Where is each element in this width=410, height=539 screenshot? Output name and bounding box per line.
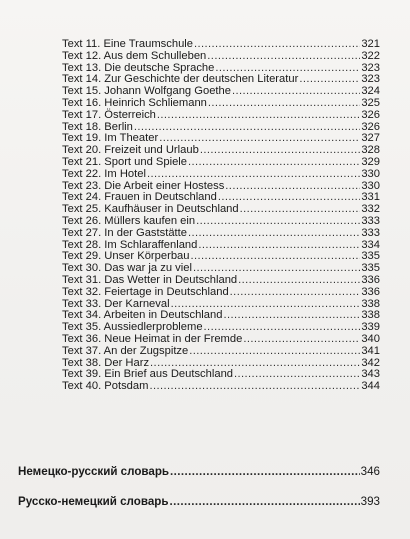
toc-entry-title: Text 22. Im Hotel xyxy=(62,167,146,180)
dot-leader xyxy=(188,157,360,169)
toc-entry-page: 330 xyxy=(361,167,380,180)
dot-leader xyxy=(194,39,360,51)
toc-entry-title: Text 11. Eine Traumschule xyxy=(62,38,193,50)
toc-entry-page: 321 xyxy=(361,38,380,50)
toc-entry-title: Text 30. Das war ja zu viel xyxy=(62,262,192,275)
toc-entry-page: 328 xyxy=(361,144,380,157)
dictionary-entry-russian-german xyxy=(18,495,380,508)
toc-entry xyxy=(62,98,380,110)
dot-leader xyxy=(208,98,360,110)
dot-leader xyxy=(190,251,360,263)
toc-entry-title: Text 20. Freizeit und Urlaub xyxy=(62,144,199,157)
toc-entry-page: 327 xyxy=(361,132,380,145)
toc-entry-title: Text 37. An der Zugspitze xyxy=(62,344,189,357)
dot-leader xyxy=(232,86,360,98)
dot-leader xyxy=(196,216,360,228)
toc-entry xyxy=(62,334,380,346)
toc-entry-title: Text 31. Das Wetter in Deutschland xyxy=(62,273,238,286)
table-of-contents xyxy=(62,39,380,393)
toc-entry xyxy=(62,381,380,393)
dot-leader xyxy=(207,51,360,63)
dot-leader xyxy=(243,334,360,346)
toc-entry-page: 341 xyxy=(361,344,380,357)
toc-entry xyxy=(62,216,380,228)
dot-leader xyxy=(299,74,360,86)
toc-entry-page: 335 xyxy=(361,262,380,275)
toc-entry-page: 323 xyxy=(361,73,380,86)
toc-entry-page: 326 xyxy=(361,120,380,133)
toc-entry-title: Text 32. Feiertage in Deutschland xyxy=(62,285,229,298)
toc-entry xyxy=(62,346,380,358)
toc-entry-page: 335 xyxy=(361,250,380,263)
dot-leader xyxy=(230,287,361,299)
toc-entry xyxy=(62,228,380,240)
toc-entry-page: 324 xyxy=(361,85,380,98)
dot-leader xyxy=(134,122,360,134)
dot-leader xyxy=(225,181,360,193)
toc-entry-title: Text 29. Unser Körperbau xyxy=(62,250,190,263)
dot-leader xyxy=(223,310,360,322)
toc-entry xyxy=(62,51,380,63)
toc-entry-page: 333 xyxy=(361,226,380,239)
toc-entry xyxy=(62,287,380,299)
toc-entry xyxy=(62,169,380,181)
toc-entry-page: 342 xyxy=(361,356,380,369)
toc-entry-title: Text 14. Zur Geschichte der deutschen Literatur xyxy=(62,73,299,86)
dictionary-title: Немецко-русский словарь xyxy=(18,465,170,478)
toc-entry-page: 338 xyxy=(361,297,380,310)
toc-entry-page: 336 xyxy=(361,273,380,286)
dictionary-page: 346 xyxy=(360,465,380,478)
dot-leader xyxy=(218,192,360,204)
dot-leader xyxy=(189,346,360,358)
dot-leader xyxy=(198,240,360,252)
toc-entry-title: Text 21. Sport und Spiele xyxy=(62,155,188,168)
toc-entry-page: 322 xyxy=(361,49,380,62)
toc-entry-page: 333 xyxy=(361,214,380,227)
toc-entry-title: Text 19. Im Theater xyxy=(62,132,159,145)
dictionary-page: 393 xyxy=(360,495,380,508)
toc-entry-page: 331 xyxy=(361,191,380,204)
toc-entry-title: Text 24. Frauen in Deutschland xyxy=(62,191,217,204)
toc-entry-title: Text 12. Aus dem Schulleben xyxy=(62,49,207,62)
toc-entry-page: 344 xyxy=(361,380,380,393)
dot-leader xyxy=(169,495,359,507)
toc-entry-title: Text 23. Die Arbeit einer Hostess xyxy=(62,179,225,192)
dot-leader xyxy=(234,369,360,381)
toc-entry-page: 325 xyxy=(361,96,380,109)
toc-entry-title: Text 39. Ein Brief aus Deutschland xyxy=(62,368,234,381)
toc-entry-title: Text 13. Die deutsche Sprache xyxy=(62,61,215,74)
toc-entry-title: Text 40. Potsdam xyxy=(62,380,149,393)
toc-entry-page: 329 xyxy=(361,155,380,168)
toc-entry-page: 336 xyxy=(361,285,380,298)
toc-entry-title: Text 33. Der Karneval xyxy=(62,297,170,310)
toc-entry xyxy=(62,157,380,169)
toc-entry-page: 334 xyxy=(361,238,380,251)
dot-leader xyxy=(188,228,360,240)
toc-entry-page: 338 xyxy=(361,309,380,322)
dictionary-title: Русско-немецкий словарь xyxy=(18,495,169,508)
toc-entry xyxy=(62,110,380,122)
toc-entry-title: Text 16. Heinrich Schliemann xyxy=(62,96,207,109)
toc-entry-title: Text 38. Der Harz xyxy=(62,356,150,369)
toc-entry-page: 326 xyxy=(361,108,380,121)
toc-entry-page: 323 xyxy=(361,61,380,74)
dot-leader xyxy=(170,465,360,477)
toc-entry-title: Text 15. Johann Wolfgang Goethe xyxy=(62,85,231,98)
dot-leader xyxy=(238,275,360,287)
toc-entry-page: 332 xyxy=(361,203,380,216)
toc-entry-title: Text 17. Österreich xyxy=(62,108,156,121)
toc-entry-title: Text 27. In der Gaststätte xyxy=(62,226,187,239)
dot-leader xyxy=(147,169,360,181)
toc-entry-title: Text 34. Arbeiten in Deutschland xyxy=(62,309,223,322)
toc-entry-page: 340 xyxy=(361,332,380,345)
toc-entry-title: Text 18. Berlin xyxy=(62,120,133,133)
dot-leader xyxy=(149,381,360,393)
toc-entry-title: Text 26. Müllers kaufen ein xyxy=(62,214,196,227)
toc-entry-page: 330 xyxy=(361,179,380,192)
dot-leader xyxy=(240,204,361,216)
toc-entry-page: 339 xyxy=(361,321,380,334)
toc-entry-title: Text 35. Aussiedlerprobleme xyxy=(62,321,203,334)
toc-entry xyxy=(62,275,380,287)
toc-entry-title: Text 25. Kaufhäuser in Deutschland xyxy=(62,203,239,216)
toc-entry-title: Text 36. Neue Heimat in der Fremde xyxy=(62,332,243,345)
toc-entry-page: 343 xyxy=(361,368,380,381)
toc-entry-title: Text 28. Im Schlaraffenland xyxy=(62,238,198,251)
dot-leader xyxy=(200,145,361,157)
dot-leader xyxy=(157,110,360,122)
dictionary-entry-german-russian xyxy=(18,465,380,478)
